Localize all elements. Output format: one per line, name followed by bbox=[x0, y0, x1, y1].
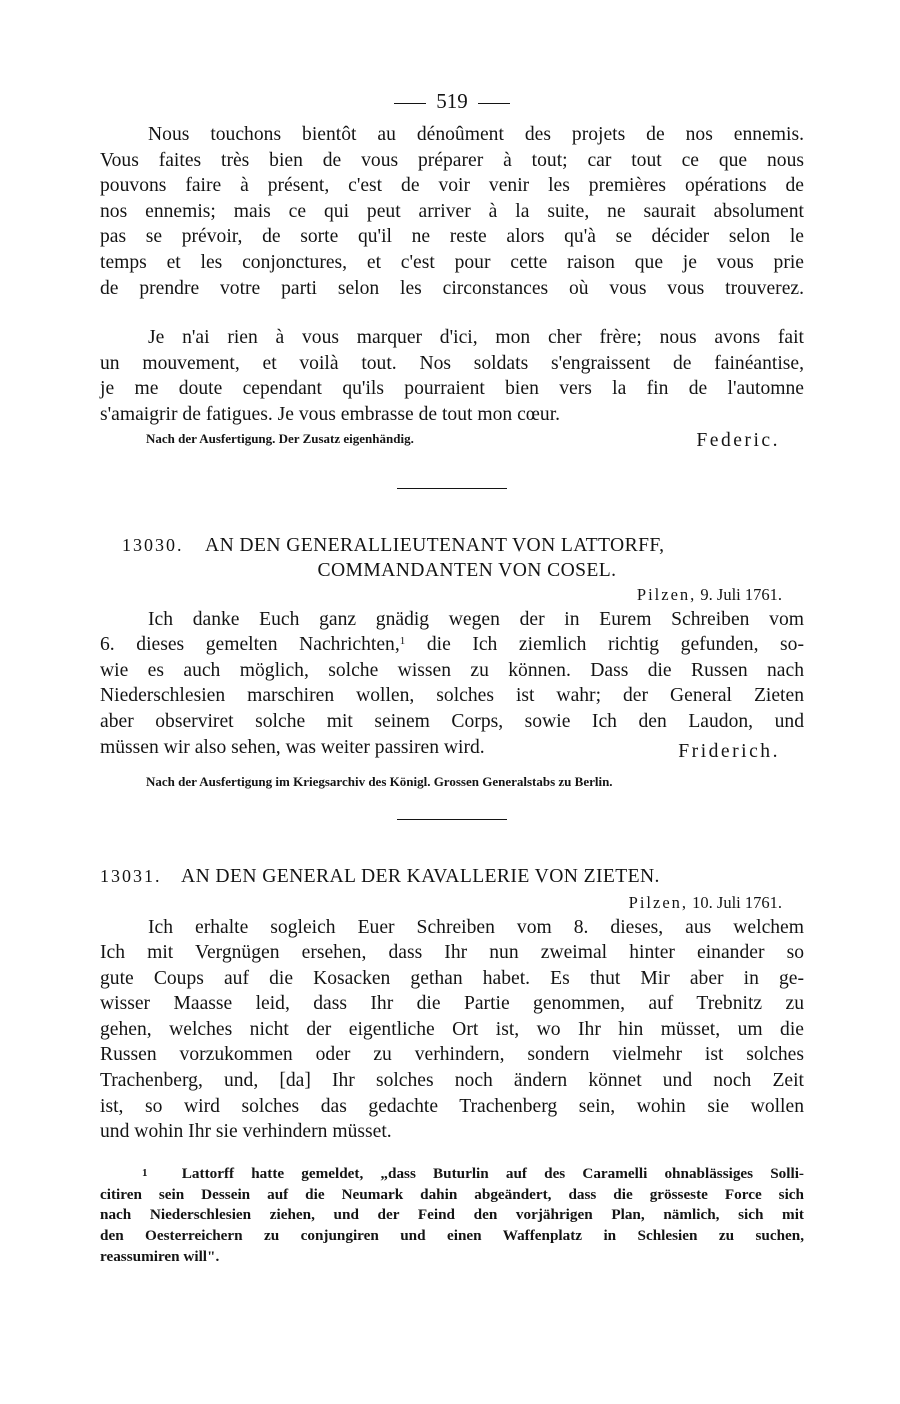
footnote-ref: 1 bbox=[399, 635, 406, 648]
text-line: un mouvement, et voilà tout. Nos soldats s'engraissent de fainéantise, bbox=[100, 352, 804, 374]
text-line: temps et les conjonctures, et c'est pour cette raison que je vous prie bbox=[100, 251, 804, 273]
footnote bbox=[100, 1163, 804, 1268]
footnote-line: nach Niederschlesien ziehen, und der Feind den vorjährigen Plan, nämlich, sich mit bbox=[100, 1206, 804, 1224]
text-line: aber observiret solche mit seinem Corps, sowie Ich den Laudon, und bbox=[100, 710, 804, 732]
text-line: Trachenberg, und, [da] Ihr solches noch ändern könnet und noch Zeit bbox=[100, 1070, 804, 1092]
text-line: wisser Maasse leid, dass Ihr die Partie genommen, auf Trebnitz zu bbox=[100, 993, 804, 1015]
letter-13031-heading bbox=[100, 864, 804, 889]
source-note: Nach der Ausfertigung im Kriegsarchiv des Königl. Grossen Generalstabs zu Berlin. bbox=[146, 773, 613, 789]
text-line: müssen wir also sehen, was weiter passiren wird. bbox=[100, 736, 485, 758]
letter-number: 13031. bbox=[100, 865, 162, 886]
letter-13030-heading bbox=[100, 533, 804, 583]
text-line: gehen, welches nicht der eigentliche Ort ist, wo Ihr hin müsset, um die bbox=[100, 1018, 804, 1040]
text-line: wie es auch möglich, solche wissen zu können. Dass die Russen nach bbox=[100, 659, 804, 681]
book-page bbox=[100, 88, 804, 1268]
letter-prev-paragraph-2 bbox=[100, 325, 804, 427]
page-number-dash-left bbox=[394, 103, 426, 104]
footnote-line: den Oesterreichern zu conjungiren und einen Waffenplatz in Schlesien zu suchen, bbox=[100, 1227, 804, 1245]
text-line: Vous faites très bien de vous préparer à tout; car tout ce que nous bbox=[100, 149, 804, 171]
letter-13030-place-date bbox=[100, 583, 804, 607]
page-number-dash-right bbox=[478, 103, 510, 104]
footnote-line: reassumiren will". bbox=[100, 1248, 220, 1266]
text-line: pas se prévoir, de sorte qu'il ne reste alors qu'à se décider selon le bbox=[100, 226, 804, 248]
text-line: ist, so wird solches das gedachte Trachenberg sein, wohin sie wollen bbox=[100, 1095, 804, 1117]
place: Pilzen, bbox=[636, 584, 697, 604]
signature: Friderich. bbox=[678, 740, 780, 762]
text-line: Je n'ai rien à vous marquer d'ici, mon cher frère; nous avons fait bbox=[148, 327, 804, 349]
text-line: gute Coups auf die Kosacken gethan habet. Es thut Mir aber in ge- bbox=[100, 967, 804, 989]
source-note: Nach der Ausfertigung. Der Zusatz eigenhändig. bbox=[146, 430, 414, 446]
text-line: Ich danke Euch ganz gnädig wegen der in Eurem Schreiben vom bbox=[148, 608, 804, 630]
letter-number: 13030. bbox=[122, 534, 184, 555]
heading-line-1: AN DEN GENERALLIEUTENANT VON LATTORFF, bbox=[205, 534, 665, 556]
footnote-line: 1 Lattorff hatte gemeldet, „dass Buturlin auf des Caramelli ohnablässiges Solli- bbox=[142, 1164, 804, 1182]
place: Pilzen, bbox=[628, 892, 689, 912]
letter-13030-paragraph bbox=[100, 607, 804, 761]
text-line: Russen vorzukommen oder zu verhindern, sondern vielmehr ist solches bbox=[100, 1044, 804, 1066]
text-line: Ich erhalte sogleich Euer Schreiben vom 8. dieses, aus welchem bbox=[148, 916, 804, 938]
text-line: de prendre votre parti selon les circonstances où vous vous trouverez. bbox=[100, 277, 804, 299]
text-line: 6. dieses gemelten Nachrichten,$^1$ die Ich ziemlich richtig gefunden, so- bbox=[100, 634, 804, 656]
heading-line-2: COMMANDANTEN VON COSEL. bbox=[317, 559, 617, 581]
text-line: Ich mit Vergnügen ersehen, dass Ihr nun zweimal hinter einander so bbox=[100, 942, 804, 964]
text-line: je me doute cependant qu'ils pourraient bien vers la fin de l'automne bbox=[100, 378, 804, 400]
footnote-line: citiren sein Dessein auf die Neumark dahin abgeändert, dass die grösseste Force sich bbox=[100, 1185, 804, 1203]
text-line: Nous touchons bientôt au dénoûment des projets de nos ennemis. bbox=[148, 124, 804, 145]
heading-text: AN DEN GENERAL DER KAVALLERIE VON ZIETEN. bbox=[181, 865, 660, 887]
letter-13031-paragraph bbox=[100, 915, 804, 1145]
text-line: nos ennemis; mais ce qui peut arriver à la suite, ne saurait absolument bbox=[100, 200, 804, 222]
letter-13031-place-date bbox=[100, 891, 804, 915]
letter-prev-paragraph-1 bbox=[100, 122, 804, 301]
date: 9. Juli 1761. bbox=[700, 584, 782, 604]
date: 10. Juli 1761. bbox=[692, 892, 782, 912]
text-line: s'amaigrir de fatigues. Je vous embrasse de tout mon cœur. bbox=[100, 403, 561, 425]
text-line: Niederschlesien marschiren wollen, solches ist wahr; der General Zieten bbox=[100, 685, 804, 707]
page-number: 519 bbox=[100, 88, 804, 114]
signature: Federic. bbox=[696, 429, 780, 451]
footnote-marker: 1 bbox=[142, 1166, 148, 1179]
letter-prev-closing bbox=[100, 430, 804, 458]
text-line: und wohin Ihr sie verhindern müsset. bbox=[100, 1121, 392, 1143]
text-line: pouvons faire à présent, c'est de voir venir les premières opérations de bbox=[100, 175, 804, 197]
